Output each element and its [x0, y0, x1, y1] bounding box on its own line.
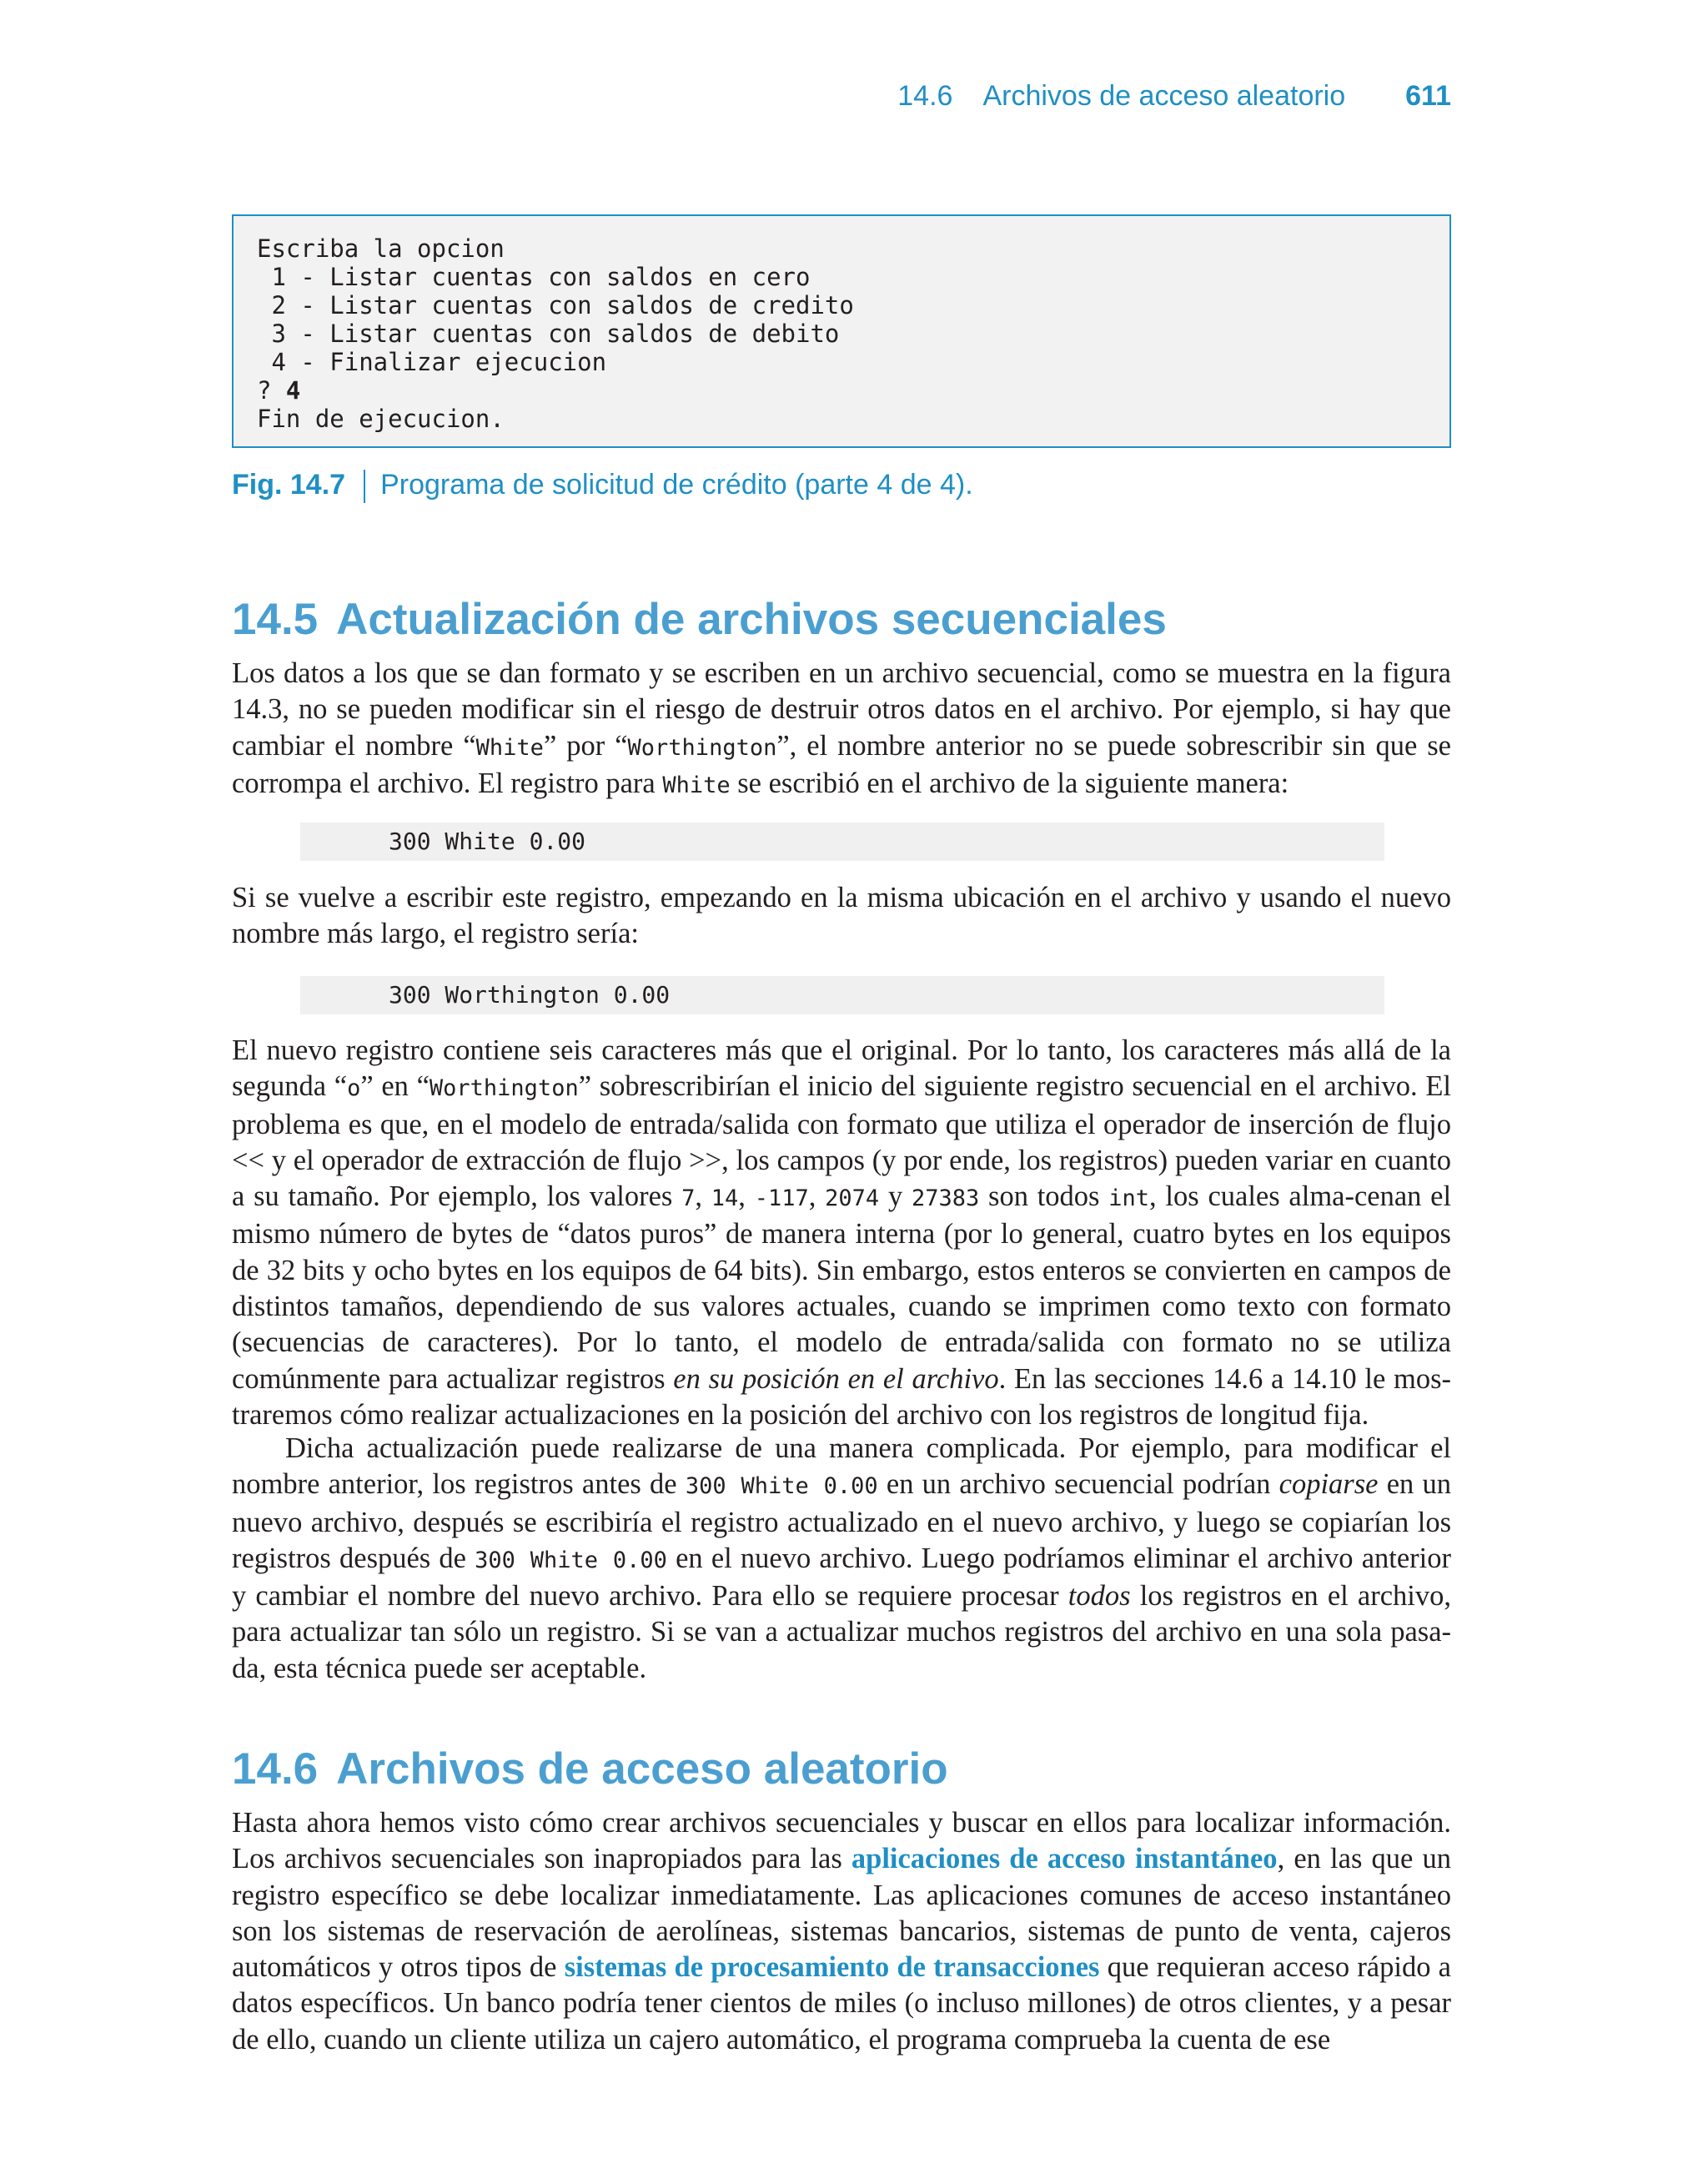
page-number: 611 — [1405, 80, 1451, 112]
inline-code: White — [662, 772, 731, 798]
inline-code: 7 — [681, 1185, 696, 1212]
paragraph: Hasta ahora hemos visto cómo crear archivos secuenciales y buscar en ellos para localizar información. Los archivos secuenciales son inapropiados para las aplicaciones de acceso instantáneo, en las que un registro específico se debe localizar inmediatamente. Las aplicaciones comunes de acceso instantáneo son los sistemas de reservación de aerolíneas, sistemas bancarios, sistemas de punto de venta, cajeros automáticos y otros tipos de sistemas de procesamiento de transacciones que requieran acceso rápido a datos específicos. Un banco podría tener cientos de miles (o incluso millones) de otros clientes, y a pesar de ello, cuando un cliente utiliza un cajero automático, el programa comprueba la cuenta de ese — [232, 1807, 1451, 2056]
console-line: 2 - Listar cuentas con saldos de credito — [257, 291, 854, 320]
section-number: 14.5 — [232, 595, 319, 644]
console-output-box — [232, 214, 1451, 448]
console-prompt: ? — [257, 376, 286, 405]
inline-code: 14 — [711, 1185, 739, 1212]
running-head-section-title: Archivos de acceso aleatorio — [982, 80, 1346, 112]
inline-code: int — [1108, 1185, 1150, 1212]
section-heading-14-6 — [232, 1744, 948, 1794]
inline-code: 300 White 0.00 — [475, 1547, 667, 1573]
inline-code: o — [347, 1075, 361, 1102]
caption-divider — [364, 470, 365, 503]
section-heading-14-5 — [232, 594, 1167, 645]
inline-code: -117 — [754, 1185, 809, 1212]
code-sample: 300 White 0.00 — [300, 823, 1384, 861]
inline-code: Worthington — [429, 1075, 579, 1102]
console-line: Escriba la opcion — [257, 234, 505, 263]
running-head — [897, 80, 1451, 113]
paragraph: Dicha actualización puede realizarse de una manera complicada. Por ejemplo, para modificar el nombre anterior, los registros antes de 300 White 0.00 en un archivo secuencial podrían copiarse en un nuevo archivo, después se escribiría el registro actualizado en el nuevo archivo, y luego se copiarían los registros después de 300 White 0.00 en el nuevo archivo. Luego podríamos eliminar el archivo anterior y cambiar el nombre del nuevo archivo. Para ello se requiere procesar todos los registros en el archivo, para actualizar tan sólo un registro. Si se van a actualizar muchos registros del archivo en una sola pasa-da, esta técnica puede ser aceptable. — [232, 1432, 1451, 1684]
code-sample: 300 Worthington 0.00 — [300, 976, 1384, 1014]
inline-code: 300 White 0.00 — [685, 1473, 878, 1500]
console-line: Fin de ejecucion. — [257, 405, 505, 433]
console-prompt-line — [257, 376, 1426, 405]
console-line: 3 - Listar cuentas con saldos de debito — [257, 320, 840, 348]
italic-text: todos — [1068, 1580, 1131, 1613]
paragraph: Si se vuelve a escribir este registro, empezando en la misma ubicación en el archivo y usando el nuevo nombre más largo, el registro sería: — [232, 882, 1451, 950]
inline-code: 27383 — [911, 1185, 980, 1212]
key-term: aplicaciones de acceso instantáneo — [851, 1843, 1278, 1875]
console-line: 4 - Finalizar ejecucion — [257, 348, 607, 376]
console-line: 1 - Listar cuentas con saldos en cero — [257, 263, 811, 291]
italic-text: copiarse — [1278, 1468, 1379, 1501]
paragraph: Los datos a los que se dan formato y se escriben en un archivo secuencial, como se muestra en la figura 14.3, no se pueden modificar sin el riesgo de destruir otros datos en el archivo. Por ejemplo, si hay que cambiar el nombre “White” por “Worthington”, el nombre anterior no se puede sobrescribir sin que se corrompa el archivo. El registro para White se escribió en el archivo de la siguiente manera: — [232, 657, 1451, 799]
paragraph: El nuevo registro contiene seis caracteres más que el original. Por lo tanto, los caracteres más allá de la segunda “o” en “Worthington” sobrescribirían el inicio del siguiente registro secuencial en el archivo. El problema es que, en el modelo de entrada/salida con formato que utiliza el operador de inserción de flujo << y el operador de extracción de flujo >>, los campos (y por ende, los registros) pueden variar en cuanto a su tamaño. Por ejemplo, los valores 7, 14, -117, 2074 y 27383 son todos int, los cuales alma-cenan el mismo número de bytes de “datos puros” de manera interna (por lo general, cuatro bytes en los equipos de 32 bits y ocho bytes en los equipos de 64 bits). Sin embargo, estos enteros se convierten en campos de distintos tamaños, dependiendo de sus valores actuales, cuando se imprimen como texto con formato (secuencias de caracteres). Por lo tanto, el modelo de entrada/salida con formato no se utiliza comúnmente para actualizar registros en su posición en el archivo. En las secciones 14.6 a 14.10 le mos-traremos cómo realizar actualizaciones en la posición del archivo con los registros de longitud fija. — [232, 1034, 1452, 1431]
figure-caption — [232, 469, 973, 503]
italic-text: en su posición en el archivo — [673, 1362, 999, 1395]
inline-code: Worthington — [627, 734, 777, 761]
section-title: Actualización de archivos secuenciales — [336, 595, 1167, 644]
figure-caption-text: Programa de solicitud de crédito (parte 4 de 4). — [380, 469, 973, 501]
running-head-section-number: 14.6 — [897, 80, 953, 112]
console-user-input: 4 — [285, 376, 301, 405]
key-term: sistemas de procesamiento de transacciones — [564, 1951, 1100, 1984]
section-number: 14.6 — [232, 1744, 319, 1794]
inline-code: 2074 — [825, 1185, 880, 1212]
figure-label: Fig. 14.7 — [232, 469, 346, 501]
section-title: Archivos de acceso aleatorio — [336, 1744, 948, 1794]
inline-code: White — [475, 734, 544, 761]
